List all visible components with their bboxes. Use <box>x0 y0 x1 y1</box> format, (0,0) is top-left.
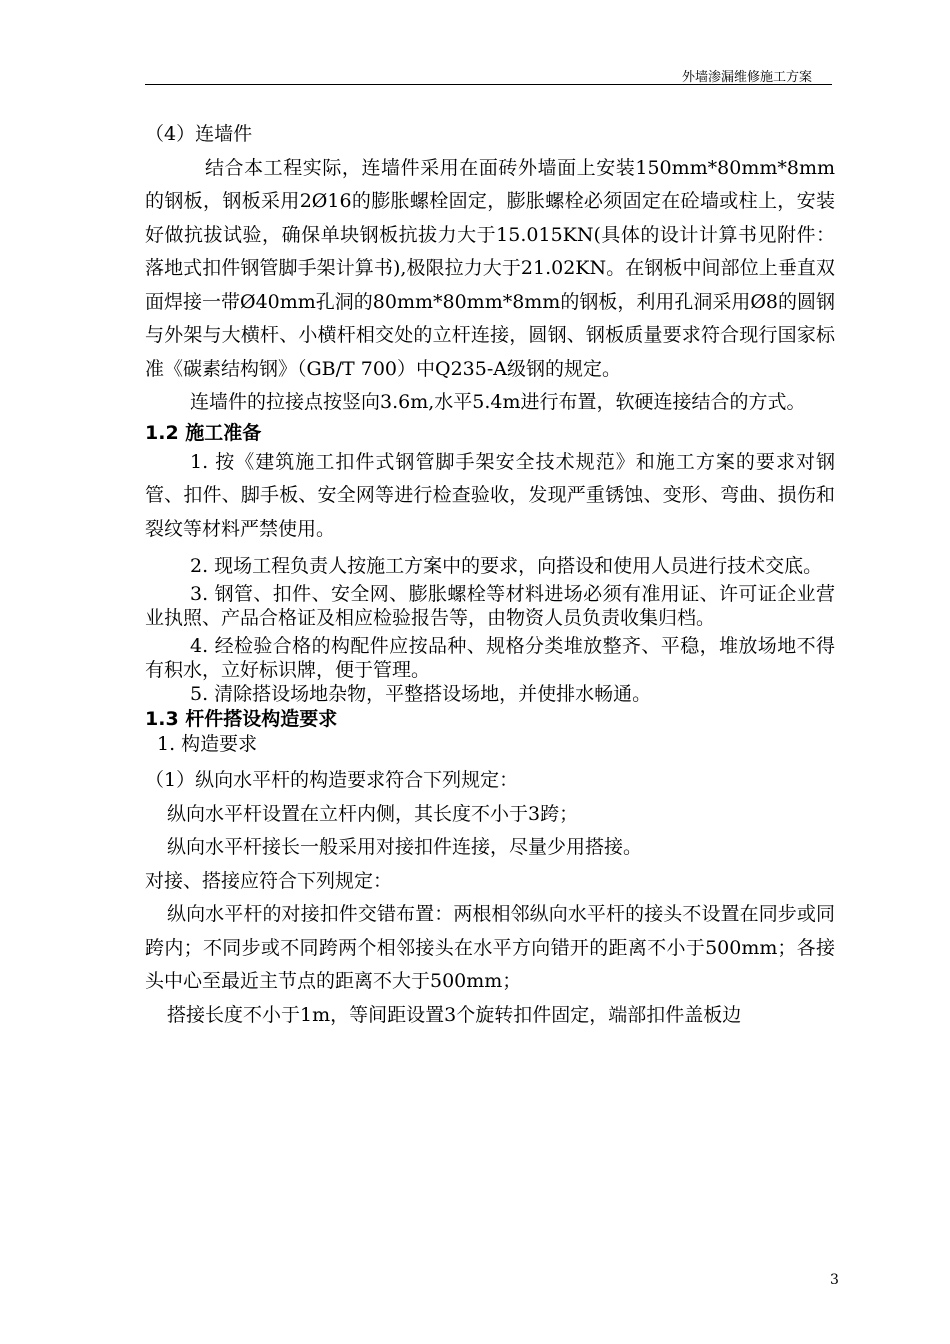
page-number: 3 <box>830 1272 839 1288</box>
paragraph-prep-item-5: 5. 清除搭设场地杂物，平整搭设场地，并使排水畅通。 <box>190 683 652 705</box>
header-title: 外墙渗漏维修施工方案 <box>681 70 812 85</box>
paragraph-prep-item-1: 1. 按《建筑施工扣件式钢管脚手架安全技术规范》和施工方案的要求对钢管、扣件、脚手板、安全网等进行检查验收，发现严重锈蚀、变形、弯曲、损伤和裂纹等材料严禁使用。 <box>145 450 835 540</box>
paragraph-construction-req: 1. 构造要求 <box>157 733 258 755</box>
paragraph-lap-length: 搭接长度不小于1m，等间距设置3个旋转扣件固定，端部扣件盖板边 <box>167 1003 742 1026</box>
section-heading-1-2: 1.2 施工准备 <box>145 421 262 444</box>
paragraph-bar-splice: 纵向水平杆接长一般采用对接扣件连接，尽量少用搭接。 <box>167 836 643 858</box>
paragraph-prep-item-3: 3. 钢管、扣件、安全网、膨胀螺栓等材料进场必须有准用证、许可证企业营业执照、产品合格证及相应检验报告等，由物资人员负责收集归档。 <box>145 583 835 629</box>
section-heading-1-3: 1.3 杆件搭设构造要求 <box>145 708 338 730</box>
paragraph-horizontal-bar-rule: （1）纵向水平杆的构造要求符合下列规定： <box>145 769 519 791</box>
paragraph-prep-item-4: 4. 经检验合格的构配件应按品种、规格分类堆放整齐、平稳，堆放场地不得有积水，立好标识牌，便于管理。 <box>145 635 835 681</box>
document-body <box>145 118 835 1032</box>
subsection-title-wall-ties: （4）连墙件 <box>145 123 253 145</box>
paragraph-wall-ties-detail: 结合本工程实际，连墙件采用在面砖外墙面上安装150mm*80mm*8mm的钢板，钢板采用2Ø16的膨胀螺栓固定，膨胀螺栓必须固定在砼墙或柱上，安装好做抗拔试验，确保单块钢板抗拔力大于15.015KN(具体的设计计算书见附件：落地式扣件钢管脚手架计算书),极限拉力大于21.02KN。在钢板中间部位上垂直双面焊接一带Ø40mm孔洞的80mm*80mm*8mm的钢板，利用孔洞采用Ø8的圆钢与外架与大横杆、小横杆相交处的立杆连接，圆钢、钢板质量要求符合现行国家标准《碳素结构钢》（GB/T 700）中Q235-A级钢的规定。 <box>145 156 835 380</box>
paragraph-prep-item-2: 2. 现场工程负责人按施工方案中的要求，向搭设和使用人员进行技术交底。 <box>190 555 823 577</box>
paragraph-butt-joint: 纵向水平杆的对接扣件交错布置：两根相邻纵向水平杆的接头不设置在同步或同跨内；不同步或不同跨两个相邻接头在水平方向错开的距离不小于500mm；各接头中心至最近主节点的距离不大于500mm； <box>145 903 835 992</box>
paragraph-wall-ties-layout: 连墙件的拉接点按竖向3.6m,水平5.4m进行布置，软硬连接结合的方式。 <box>190 391 806 413</box>
paragraph-splice-rules: 对接、搭接应符合下列规定： <box>145 869 393 892</box>
paragraph-bar-length: 纵向水平杆设置在立杆内侧，其长度不小于3跨； <box>167 802 579 825</box>
page-header <box>145 62 832 85</box>
